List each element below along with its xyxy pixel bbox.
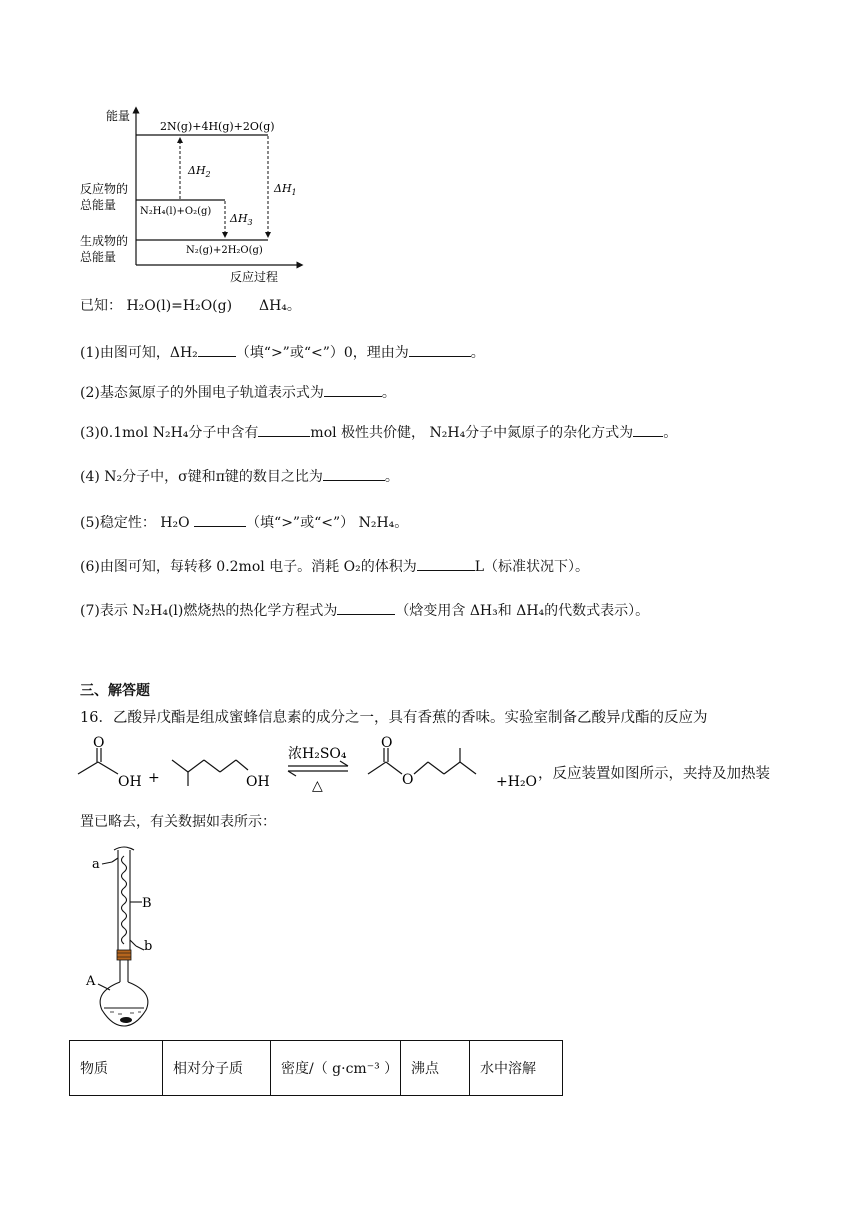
question-4: (4) N₂分子中，σ键和π键的数目之比为 。 xyxy=(80,466,399,487)
reaction-scheme xyxy=(76,736,546,798)
boiling-chips xyxy=(120,1017,132,1023)
catalyst-label: 浓H₂SO₄ xyxy=(288,746,347,762)
label-b: b xyxy=(144,939,153,954)
isoamyl-acetate-structure xyxy=(368,748,476,774)
reflux-apparatus xyxy=(80,842,190,1032)
table-header-cell: 水中溶解 xyxy=(470,1041,563,1096)
answer-blank-5[interactable] xyxy=(194,512,246,527)
question-1: (1)由图可知，ΔH₂ （填“>”或“<”）0，理由为 。 xyxy=(80,342,485,363)
product-label-1: 生成物的 xyxy=(80,234,129,248)
table-header-cell: 密度/（ g·cm⁻³ ） xyxy=(271,1041,401,1096)
answer-blank-7[interactable] xyxy=(337,600,395,615)
table-header-cell: 相对分子质 xyxy=(163,1041,271,1096)
energy-diagram xyxy=(70,100,310,290)
dh2-label: $\Delta H_2$ xyxy=(188,164,211,179)
label-condenser-b: B xyxy=(142,896,152,911)
answer-blank-4[interactable] xyxy=(323,466,385,481)
table-header-cell: 物质 xyxy=(70,1041,163,1096)
condenser-tube xyxy=(118,850,130,950)
condenser-coil xyxy=(122,856,127,944)
reaction-suffix: ，反应装置如图所示，夹持及加热装 xyxy=(538,766,770,782)
table-header-cell: 沸点 xyxy=(401,1041,470,1096)
y-axis-label: 能量 xyxy=(106,109,131,123)
question-6: (6)由图可知，每转移 0.2mol 电子。消耗 O₂的体积为 L（标准状况下）。 xyxy=(80,556,589,577)
isoamyl-alcohol-structure xyxy=(172,760,248,786)
table-header-row xyxy=(70,1041,563,1096)
reactant-label-2: 总能量 xyxy=(80,198,117,212)
ester-carbonyl-o: O xyxy=(381,736,393,751)
known-prefix: 已知： xyxy=(80,298,122,314)
ester-o: O xyxy=(402,772,414,788)
top-level-label: 2N(g)+4H(g)+2O(g) xyxy=(160,120,275,133)
heat-symbol: △ xyxy=(312,778,323,794)
reactant-species: N₂H₄(l)+O₂(g) xyxy=(140,206,212,217)
question-5: (5)稳定性： H₂O （填“>”或“<”） N₂H₄。 xyxy=(80,512,408,533)
plus-sign: + xyxy=(148,770,160,786)
water-product: +H₂O xyxy=(496,774,538,790)
answer-blank-3b[interactable] xyxy=(633,422,663,437)
equilibrium-arrow xyxy=(288,761,348,776)
acetic-o: O xyxy=(93,736,105,751)
question-3: (3)0.1mol N₂H₄分子中含有 mol 极性共价健， N₂H₄分子中氮原子的杂化方式为 。 xyxy=(80,422,677,443)
reactant-label-1: 反应物的 xyxy=(80,182,129,196)
q16-line-3: 置已略去，有关数据如表所示： xyxy=(80,814,276,830)
answer-blank-2[interactable] xyxy=(324,382,382,397)
acetic-acid-structure xyxy=(78,748,118,774)
x-axis-label: 反应过程 xyxy=(230,270,279,284)
section-title: 三、解答题 xyxy=(80,683,150,699)
product-species: N₂(g)+2H₂O(g) xyxy=(186,245,263,256)
q16-line-1: 16．乙酸异戊酯是组成蜜蜂信息素的成分之一，具有香蕉的香味。实验室制备乙酸异戊酯的反应为 xyxy=(80,710,708,726)
acetic-oh: OH xyxy=(118,774,142,790)
answer-blank-3a[interactable] xyxy=(258,422,310,437)
question-7: (7)表示 N₂H₄(l)燃烧热的热化学方程式为 （焓变用含 ΔH₃和 ΔH₄的代数式表示）。 xyxy=(80,600,649,621)
answer-blank-1b[interactable] xyxy=(409,342,471,357)
properties-table xyxy=(69,1040,563,1096)
label-flask-a: A xyxy=(86,974,96,989)
known-dh: ΔH₄。 xyxy=(258,298,301,314)
product-label-2: 总能量 xyxy=(80,250,117,264)
known-line xyxy=(80,296,301,316)
answer-blank-6[interactable] xyxy=(417,556,475,571)
dh3-label: $\Delta H_3$ xyxy=(230,212,253,227)
question-2: (2)基态氮原子的外围电子轨道表示式为 。 xyxy=(80,382,396,403)
known-equation: H₂O(l)=H₂O(g) xyxy=(126,298,233,314)
dh1-label: $\Delta H_1$ xyxy=(274,182,297,197)
answer-blank-1a[interactable] xyxy=(198,342,236,357)
alcohol-oh: OH xyxy=(246,774,270,790)
stopper xyxy=(117,950,131,960)
label-a: a xyxy=(92,857,100,872)
